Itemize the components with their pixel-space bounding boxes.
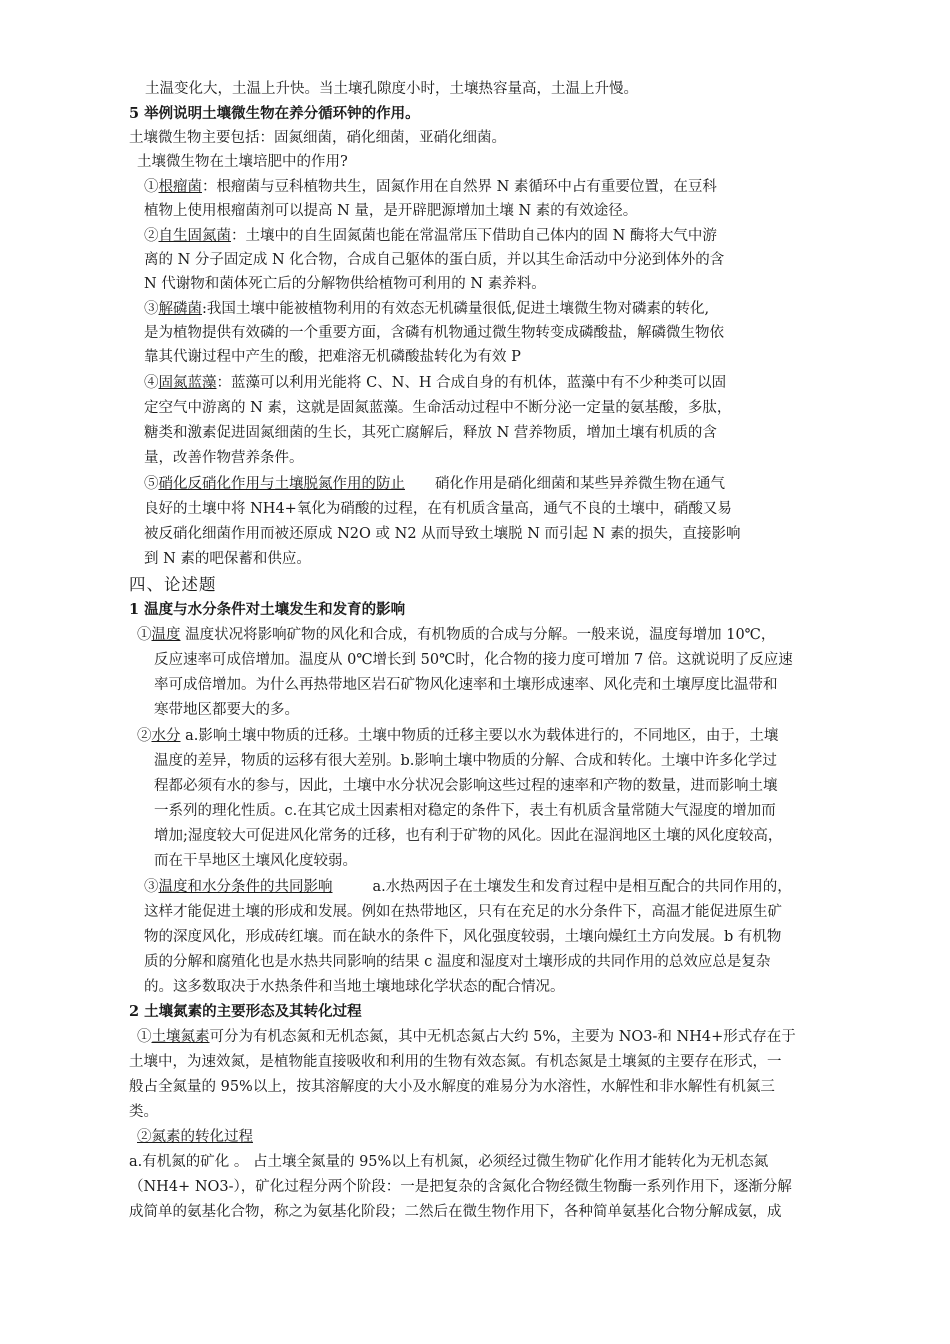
text-line: 的。这多数取决于水热条件和当地土壤地球化学状态的配合情况。 [144,979,565,995]
item-marker: ③ [144,301,159,317]
text-line: 植物上使用根瘤菌剂可以提高 N 量，是开辟肥源增加土壤 N 素的有效途径。 [144,203,638,219]
text-line: a.有机氮的矿化 。 占土壤全氮量的 95%以上有机氮，必须经过微生物矿化作用才能转化为无机态氮 [129,1154,769,1170]
text-line: 土温变化大，土温上升快。当土壤孔隙度小时，土壤热容量高，土温上升慢。 [145,81,638,97]
text-line: 土壤微生物在土壤培肥中的作用? [137,154,348,170]
item-marker: ③ [144,879,159,895]
term-nitrogen-transformation: 氮素的转化过程 [151,1129,253,1145]
text-line: 硝化作用是硝化细菌和某些异养微生物在通气 [435,476,725,492]
text-line: a.影响土壤中物质的迁移。土壤中物质的迁移主要以水为载体进行的，不同地区，由于，土壤 [180,728,779,744]
term-temperature: 温度 [151,627,181,643]
text-line: 程都必须有水的参与，因此，土壤中水分状况会影响这些过程的速率和产物的数量，进而影响土壤 [154,778,778,794]
item-marker: ④ [144,375,159,391]
term-cyanobacteria: 固氮蓝藻 [158,375,217,391]
question-5-heading: 5 举例说明土壤微生物在养分循环钟的作用。 [129,105,420,122]
paragraph-azotobacter [144,225,717,247]
term-azotobacter: 自生固氮菌 [158,228,231,244]
text-line: a.水热两因子在土壤发生和发育过程中是相互配合的共同作用的， [372,879,792,895]
item-marker: ⑤ [144,476,159,492]
paragraph-phosphate-bacteria [144,298,709,320]
text-line: 成简单的氨基化合物，称之为氨基化阶段；二然后在微生物作用下，各种简单氨基化合物分解成氨，成 [129,1204,782,1220]
question-2-heading: 2 土壤氮素的主要形态及其转化过程 [129,1003,362,1020]
text-line: ：蓝藻可以利用光能将 C、N、H 合成自身的有机体，蓝藻中有不少种类可以固 [216,375,727,391]
text-line: 土壤微生物主要包括：固氮细菌，硝化细菌，亚硝化细菌。 [129,130,506,146]
text-line: :我国土壤中能被植物利用的有效态无机磷量很低,促进土壤微生物对磷素的转化, [202,301,710,317]
text-line: 增加;湿度较大可促进风化常务的迁移，也有利于矿物的风化。因此在湿润地区土壤的风化度较高， [154,828,783,844]
term-soil-nitrogen: 土壤氮素 [151,1029,210,1045]
text-line: （NH4+ NO3-），矿化过程分两个阶段：一是把复杂的含氮化合物经微生物酶一系列作用下，逐渐分解 [129,1179,792,1195]
text-line: ：根瘤菌与豆科植物共生，固氮作用在自然界 N 素循环中占有重要位置，在豆科 [202,179,717,195]
text-line: 定空气中游离的 N 素，这就是固氮蓝藻。生命活动过程中不断分泌一定量的氨基酸，多肽， [144,400,732,416]
text-line: ：土壤中的自生固氮菌也能在常温常压下借助自己体内的固 N 酶将大气中游 [231,228,717,244]
term-moisture: 水分 [151,728,181,744]
term-rhizobia: 根瘤菌 [158,179,202,195]
text-line: 离的 N 分子固定成 N 化合物，合成自己躯体的蛋白质，并以其生命活动中分泌到体外的含 [144,252,725,268]
text-line: 类。 [129,1104,158,1120]
paragraph-rhizobia [144,176,717,198]
item-marker: ② [137,1129,152,1145]
paragraph-cyanobacteria [144,372,726,394]
item-marker: ① [137,1029,152,1045]
text-line: 良好的土壤中将 NH4+氧化为硝酸的过程，在有机质含量高，通气不良的土壤中，硝酸又易 [144,501,732,517]
text-line: 这样才能促进土壤的形成和发展。例如在热带地区，只有在充足的水分条件下，高温才能促进原生矿 [144,904,782,920]
text-line: 糖类和激素促进固氮细菌的生长，其死亡腐解后，释放 N 营养物质，增加土壤有机质的含 [144,425,717,441]
paragraph-combined-effect [144,876,792,898]
paragraph-moisture [137,725,778,747]
term-phosphate-bacteria: 解磷菌 [158,301,202,317]
text-line: 可分为有机态氮和无机态氮，其中无机态氮占大约 5%，主要为 NO3-和 NH4+形式存在于 [209,1029,796,1045]
text-line: 般占全氮量的 95%以上，按其溶解度的大小及水解度的难易分为水溶性，水解性和非水解性有机氮三 [129,1079,775,1095]
section-title: 四、论述题 [129,575,217,594]
text-line: 温度的差异，物质的运移有很大差别。b.影响土壤中物质的分解、合成和转化。土壤中许多化学过 [154,753,777,769]
text-line: 到 N 素的吧保蓄和供应。 [144,551,311,567]
text-line: 靠其代谢过程中产生的酸，把难溶无机磷酸盐转化为有效 P [144,349,521,365]
text-line: N 代谢物和菌体死亡后的分解物供给植物可利用的 N 素养料。 [144,276,546,292]
item-marker: ② [137,728,152,744]
text-line: 被反硝化细菌作用而被还原成 N2O 或 N2 从而导致土壤脱 N 而引起 N 素的损失，直接影响 [144,526,741,542]
text-line: 质的分解和腐殖化也是水热共同影响的结果 c 温度和湿度对土壤形成的共同作用的总效应总是复杂 [144,954,771,970]
text-line: 率可成倍增加。为什么再热带地区岩石矿物风化速率和土壤形成速率、风化壳和土壤厚度比温带和 [154,677,778,693]
term-nitrification: 硝化反硝化作用与土壤脱氮作用的防止 [158,476,405,492]
paragraph-temperature [137,624,775,646]
question-1-heading: 1 温度与水分条件对土壤发生和发育的影响 [129,601,406,618]
text-line: 反应速率可成倍增加。温度从 0℃增长到 50℃时，化合物的接力度可增加 7 倍。这就说明了反应速 [154,652,793,668]
text-line: 温度状况将影响矿物的风化和合成，有机物质的合成与分解。一般来说，温度每增加 10℃， [180,627,776,643]
text-line: 物的深度风化，形成砖红壤。而在缺水的条件下，风化强度较弱，土壤向燥红土方向发展。b 有机物 [144,929,782,945]
item-marker: ① [137,627,152,643]
text-line: 土壤中，为速效氮，是植物能直接吸收和利用的生物有效态氮。有机态氮是土壤氮的主要存在形式，一 [129,1054,782,1070]
item-marker: ② [144,228,159,244]
text-line: 寒带地区都要大的多。 [154,702,299,718]
text-line: 一系列的理化性质。c.在其它成土因素相对稳定的条件下，表土有机质含量常随大气湿度的增加而 [154,803,776,819]
text-line: 而在干旱地区土壤风化度较弱。 [154,853,357,869]
paragraph-nitrification [144,473,725,495]
subheading-nitrogen-transformation [137,1126,277,1148]
paragraph-soil-nitrogen [137,1026,796,1048]
item-marker: ① [144,179,159,195]
text-line: 量，改善作物营养条件。 [144,450,304,466]
text-line: 是为植物提供有效磷的一个重要方面，含磷有机物通过微生物转变成磷酸盐，解磷微生物依 [144,325,724,341]
term-combined-effect: 温度和水分条件的共同影响 [158,879,333,895]
